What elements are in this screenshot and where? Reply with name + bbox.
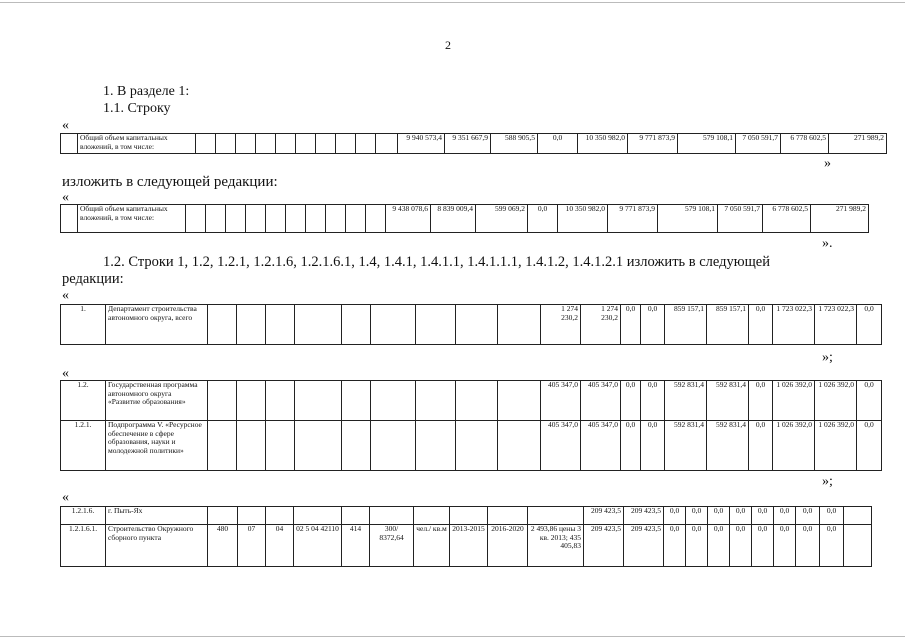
code-cell: 480 (208, 525, 238, 567)
blank-cell (61, 134, 78, 154)
value-cell: 0,0 (752, 507, 774, 525)
code-cell: чел./ кв.м (414, 525, 450, 567)
value-cell: 0,0 (686, 507, 708, 525)
code-cell: 2016-2020 (488, 525, 528, 567)
value-cell: 0,0 (528, 205, 558, 233)
value-cell: 10 350 982,0 (558, 205, 608, 233)
value-cell: 0,0 (708, 507, 730, 525)
table-row (61, 421, 882, 471)
value-cell: 0,0 (857, 421, 882, 471)
value-cell: 0,0 (621, 305, 641, 345)
row-label: Подпрограмма V. «Ресурсное обеспечение в сфере образования, науки и молодежной политики» (106, 421, 208, 471)
subsection-heading: 1.1. Строку (103, 101, 171, 116)
value-cell: 209 423,5 (584, 525, 624, 567)
value-cell: 0,0 (796, 525, 820, 567)
value-cell: 0,0 (708, 525, 730, 567)
value-cell: 1 723 022,3 (773, 305, 815, 345)
value-cell: 1 026 392,0 (773, 381, 815, 421)
table-row (61, 525, 872, 567)
value-cell: 1 026 392,0 (815, 381, 857, 421)
value-cell: 6 778 602,5 (781, 134, 829, 154)
value-cell: 0,0 (796, 507, 820, 525)
value-cell: 0,0 (857, 305, 882, 345)
row-number: 1.2. (61, 381, 106, 421)
value-cell: 271 989,2 (829, 134, 887, 154)
value-cell: 588 905,5 (491, 134, 538, 154)
row-number: 1.2.1. (61, 421, 106, 471)
quote-close-2: ». (822, 236, 833, 251)
value-cell: 209 423,5 (624, 525, 664, 567)
value-cell: 9 771 873,9 (608, 205, 658, 233)
table-row (61, 507, 872, 525)
row-1-table (60, 304, 882, 345)
value-cell: 0,0 (538, 134, 578, 154)
value-cell: 9 438 078,6 (386, 205, 431, 233)
row-label: Общий объем капитальных вложений, в том числе: (78, 205, 186, 233)
value-cell: 579 108,1 (678, 134, 736, 154)
value-cell: 0,0 (820, 525, 844, 567)
value-cell: 405 347,0 (541, 381, 581, 421)
section-heading: 1. В разделе 1: (103, 84, 190, 99)
quote-open-3: « (62, 288, 69, 303)
value-cell: 592 831,4 (707, 381, 749, 421)
row-number: 1. (61, 305, 106, 345)
row-label: Департамент строительства автономного округа, всего (106, 305, 208, 345)
table-row (61, 305, 882, 345)
rows-1-2-table (60, 380, 882, 471)
row-number: 1.2.1.6.1. (61, 525, 106, 567)
value-cell: 0,0 (749, 421, 773, 471)
row-label: Строительство Окружного сборного пункта (106, 525, 208, 567)
row-label: Общий объем капитальных вложений, в том числе: (78, 134, 196, 154)
value-cell: 0,0 (664, 525, 686, 567)
value-cell: 0,0 (641, 421, 665, 471)
value-cell: 0,0 (621, 421, 641, 471)
quote-open-1: « (62, 118, 69, 133)
value-cell: 1 723 022,3 (815, 305, 857, 345)
value-cell: 0,0 (749, 381, 773, 421)
value-cell: 0,0 (730, 525, 752, 567)
value-cell: 859 157,1 (665, 305, 707, 345)
code-cell: 04 (266, 525, 294, 567)
value-cell: 0,0 (774, 525, 796, 567)
value-cell: 6 778 602,5 (763, 205, 811, 233)
blank-cell (61, 205, 78, 233)
value-cell: 7 050 591,7 (736, 134, 781, 154)
value-cell: 0,0 (752, 525, 774, 567)
new-total-row-table (60, 204, 869, 233)
table-row (61, 134, 887, 154)
value-cell: 0,0 (621, 381, 641, 421)
value-cell: 599 069,2 (476, 205, 528, 233)
section-1-2-line1: 1.2. Строки 1, 1.2, 1.2.1, 1.2.1.6, 1.2.1.6.1, 1.4, 1.4.1, 1.4.1.1, 1.4.1.1.1, 1.4.1.2, 1.4.1.2.1 изложить в следующей (103, 254, 770, 270)
value-cell: 0,0 (730, 507, 752, 525)
old-total-row-table (60, 133, 887, 154)
table-row (61, 381, 882, 421)
quote-close-4: »; (822, 474, 833, 489)
code-cell: 07 (238, 525, 266, 567)
value-cell: 1 026 392,0 (815, 421, 857, 471)
value-cell: 9 351 667,9 (445, 134, 491, 154)
code-cell: 414 (342, 525, 370, 567)
value-cell: 8 839 009,4 (431, 205, 476, 233)
value-cell: 0,0 (641, 381, 665, 421)
value-cell: 10 350 982,0 (578, 134, 628, 154)
value-cell: 0,0 (857, 381, 882, 421)
value-cell: 9 771 873,9 (628, 134, 678, 154)
value-cell: 405 347,0 (541, 421, 581, 471)
page-number: 2 (445, 38, 451, 52)
value-cell: 0,0 (774, 507, 796, 525)
value-cell: 0,0 (820, 507, 844, 525)
value-cell: 405 347,0 (581, 421, 621, 471)
quote-open-5: « (62, 490, 69, 505)
value-cell: 0,0 (641, 305, 665, 345)
top-edge-line (0, 2, 905, 3)
code-cell: 300/ 8372,64 (370, 525, 414, 567)
value-cell: 271 989,2 (811, 205, 869, 233)
value-cell: 0,0 (686, 525, 708, 567)
value-cell: 0,0 (749, 305, 773, 345)
value-cell: 859 157,1 (707, 305, 749, 345)
value-cell: 1 274 230,2 (581, 305, 621, 345)
code-cell: 2 493,86 цены 3 кв. 2013; 435 405,83 (528, 525, 584, 567)
quote-open-2: « (62, 190, 69, 205)
code-cell: 02 5 04 42110 (294, 525, 342, 567)
quote-close-3: »; (822, 350, 833, 365)
value-cell: 592 831,4 (665, 421, 707, 471)
bottom-edge-line (0, 636, 905, 637)
section-1-2-line2: редакции: (62, 271, 124, 287)
value-cell: 0,0 (664, 507, 686, 525)
quote-open-4: « (62, 366, 69, 381)
value-cell: 9 940 573,4 (398, 134, 445, 154)
rows-1-2-1-6-table (60, 506, 872, 567)
edit-instruction: изложить в следующей редакции: (62, 174, 278, 190)
value-cell: 579 108,1 (658, 205, 718, 233)
value-cell: 209 423,5 (584, 507, 624, 525)
value-cell: 405 347,0 (581, 381, 621, 421)
quote-close-1: » (824, 156, 831, 171)
table-row (61, 205, 869, 233)
code-cell: 2013-2015 (450, 525, 488, 567)
value-cell: 1 026 392,0 (773, 421, 815, 471)
row-label: г. Пыть-Ях (106, 507, 208, 525)
row-number: 1.2.1.6. (61, 507, 106, 525)
value-cell: 209 423,5 (624, 507, 664, 525)
row-label: Государственная программа автономного округа «Развитие образования» (106, 381, 208, 421)
value-cell: 592 831,4 (707, 421, 749, 471)
value-cell: 592 831,4 (665, 381, 707, 421)
value-cell: 7 050 591,7 (718, 205, 763, 233)
value-cell: 1 274 230,2 (541, 305, 581, 345)
